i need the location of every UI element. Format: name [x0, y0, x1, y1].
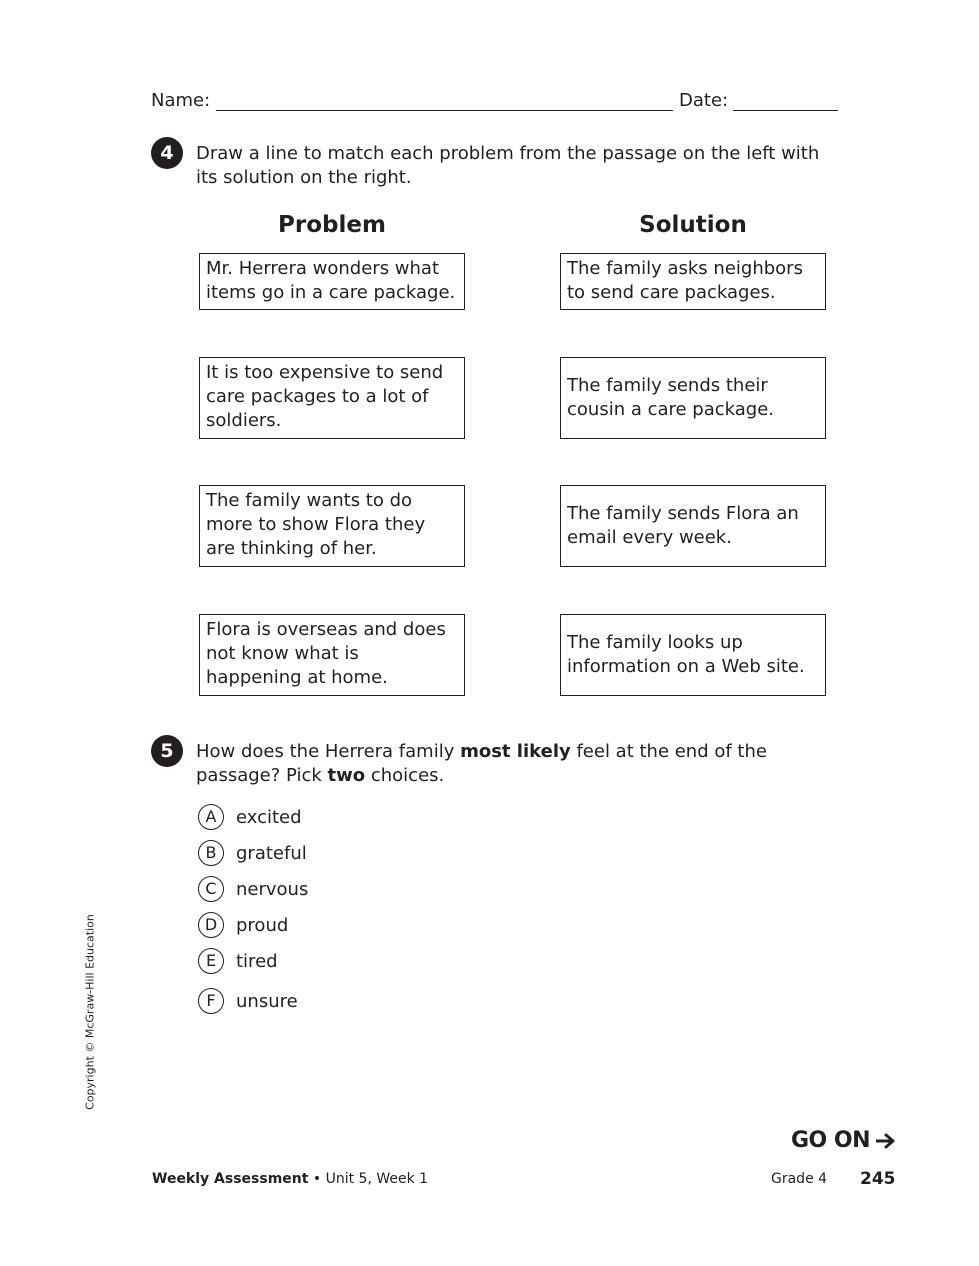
choice-option-f[interactable] [198, 988, 298, 1014]
solution-box[interactable] [560, 614, 826, 696]
solution-box[interactable] [560, 485, 826, 567]
choice-label: nervous [236, 878, 309, 900]
question-number-badge: 4 [151, 137, 183, 169]
solution-text: The family sends Flora an email every week. [567, 503, 799, 548]
prompt-emphasis: two [327, 765, 366, 786]
answer-bubble[interactable]: C [198, 876, 224, 902]
choice-label: unsure [236, 990, 298, 1012]
footer-assessment-info [152, 1171, 428, 1187]
solution-text: The family sends their cousin a care package. [567, 375, 775, 420]
date-label: Date: [679, 90, 729, 111]
problem-box[interactable]: Flora is overseas and does not know what is happening at home. [199, 614, 465, 696]
assessment-unit: • Unit 5, Week 1 [308, 1171, 429, 1187]
go-on-indicator [791, 1128, 896, 1153]
choice-option-d[interactable] [198, 912, 288, 938]
copyright-notice: Copyright © McGraw-Hill Education [83, 914, 97, 1110]
problem-box[interactable]: The family wants to do more to show Flora they are thinking of her. [199, 485, 465, 567]
choice-label: grateful [236, 842, 307, 864]
solution-box[interactable]: The family asks neighbors to send care packages. [560, 253, 826, 310]
prompt-emphasis: most likely [460, 741, 571, 762]
choice-option-a[interactable] [198, 804, 302, 830]
prompt-text: How does the Herrera family [196, 741, 461, 762]
answer-bubble[interactable]: D [198, 912, 224, 938]
problem-box[interactable]: It is too expensive to send care packages to a lot of soldiers. [199, 357, 465, 439]
solution-column-heading: Solution [639, 212, 747, 238]
answer-bubble[interactable]: F [198, 988, 224, 1014]
choice-label: tired [236, 950, 278, 972]
choice-option-b[interactable] [198, 840, 307, 866]
choice-option-e[interactable] [198, 948, 278, 974]
page-number: 245 [860, 1169, 896, 1189]
go-on-label: GO ON [791, 1128, 871, 1153]
name-field[interactable] [216, 110, 673, 111]
date-field[interactable] [733, 110, 838, 111]
arrow-right-icon [876, 1133, 896, 1149]
problem-box[interactable]: Mr. Herrera wonders what items go in a care package. [199, 253, 465, 310]
assessment-title: Weekly Assessment [152, 1171, 309, 1187]
prompt-text: choices. [365, 765, 445, 786]
prompt-text: feel at the end of the passage? Pick [196, 741, 767, 786]
solution-box[interactable] [560, 357, 826, 439]
choice-option-c[interactable] [198, 876, 308, 902]
problem-column-heading: Problem [278, 212, 386, 238]
choice-label: proud [236, 914, 289, 936]
question-number-badge: 5 [151, 735, 183, 767]
solution-text: The family looks up information on a Web site. [567, 632, 805, 677]
choice-label: excited [236, 806, 302, 828]
answer-bubble[interactable]: A [198, 804, 224, 830]
question-prompt [196, 740, 836, 788]
answer-bubble[interactable]: E [198, 948, 224, 974]
name-label: Name: [151, 90, 211, 111]
answer-bubble[interactable]: B [198, 840, 224, 866]
question-prompt: Draw a line to match each problem from the passage on the left with its solution on the right. [196, 143, 820, 188]
grade-label: Grade 4 [771, 1171, 828, 1187]
